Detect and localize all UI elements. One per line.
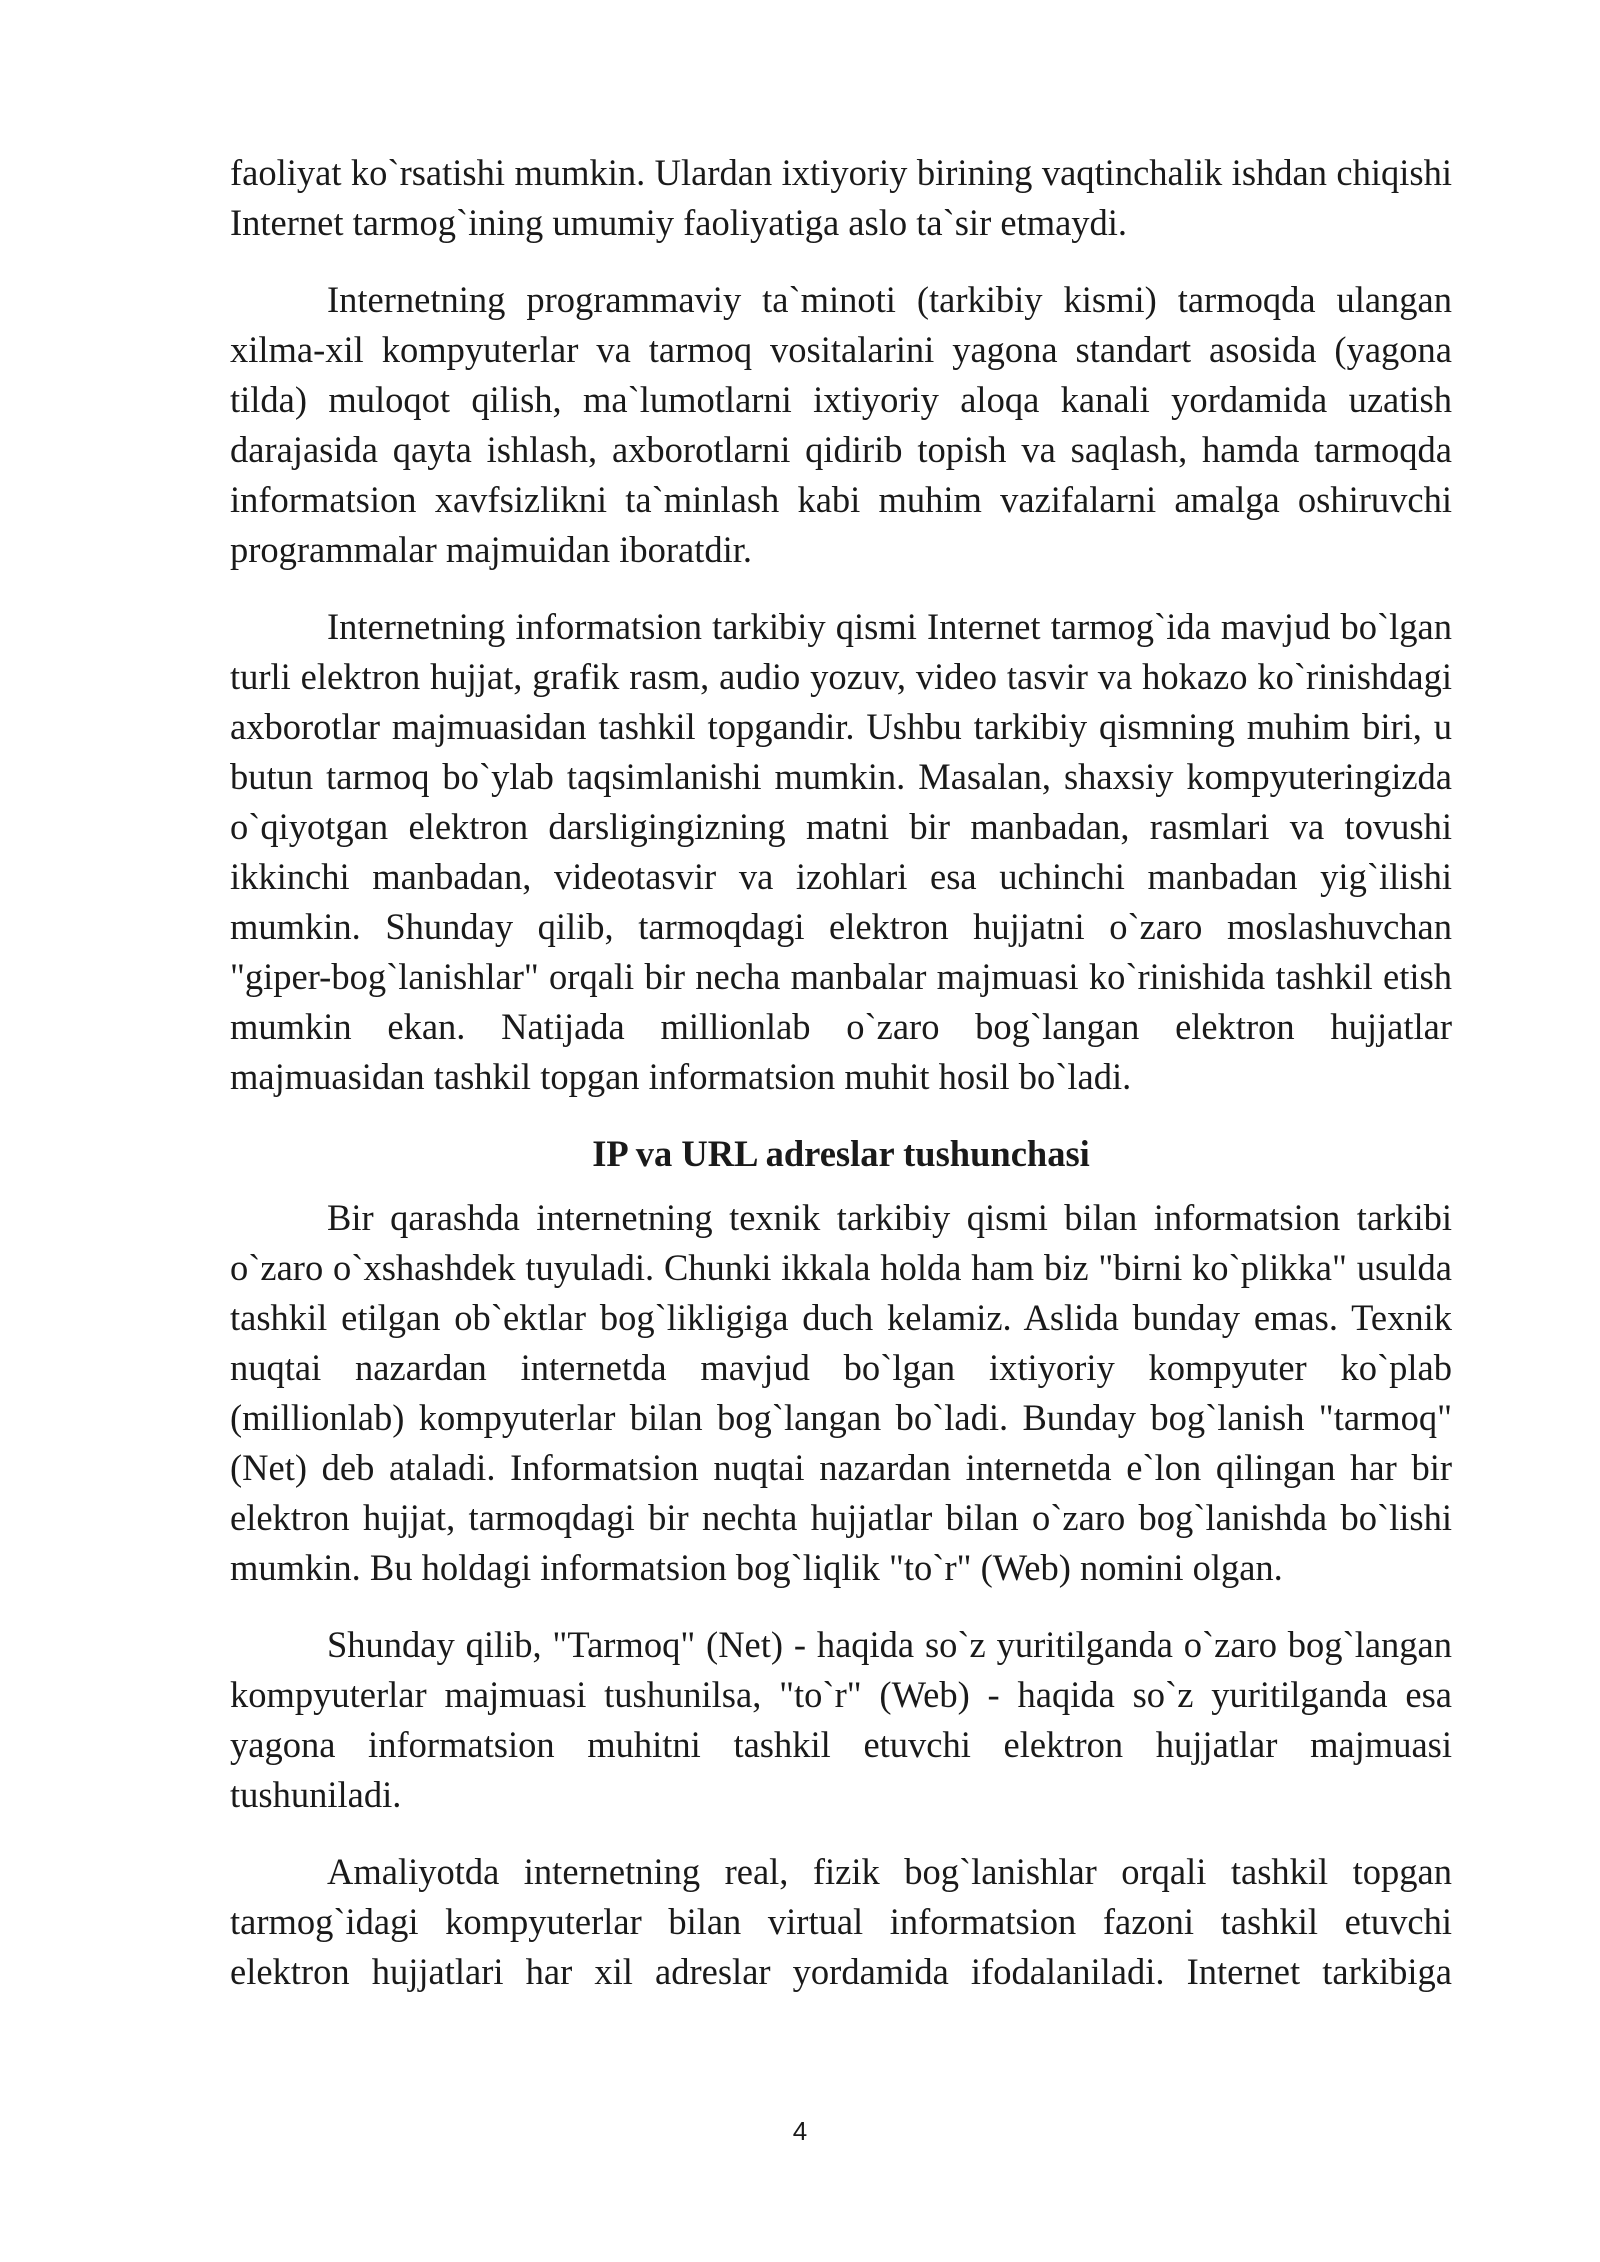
paragraph-software: Internetning programmaviy ta`minoti (tarkibiy kismi) tarmoqda ulangan xilma-xil kompyuterlar va tarmoq vositalarini yagona standart asosida (yagona tilda) muloqot qilish, ma`lumotlarni ixtiyoriy aloqa kanali yordamida uzatish darajasida qayta ishlash, axborotlarni qidirib topish va saqlash, hamda tarmoqda informatsion xavfsizlikni ta`minlash kabi muhim vazifalarni amalga oshiruvchi programmalar majmuidan iboratdir. [230,279,1452,570]
paragraph-continuation: faoliyat ko`rsatishi mumkin. Ulardan ixtiyoriy birining vaqtinchalik ishdan chiqishi Internet tarmog`ining umumiy faoliyatiga aslo ta`sir etmaydi. [230,152,1452,243]
paragraph-net-web: Bir qarashda internetning texnik tarkibiy qismi bilan informatsion tarkibi o`zaro o`xshashdek tuyuladi. Chunki ikkala holda ham biz "birni ko`plikka" usulda tashkil etilgan ob`ektlar bog`likligiga duch kelamiz. Aslida bunday emas. Texnik nuqtai nazardan internetda mavjud bo`lgan ixtiyoriy kompyuter ko`plab (millionlab) kompyuterlar bilan bog`langan bo`ladi. Bunday bog`lanish "tarmoq"(Net) deb ataladi. Informatsion nuqtai nazardan internetda e`lon qilingan har bir elektron hujjat, tarmoqdagi bir nechta hujjatlar bilan o`zaro bog`lanishda bo`lishi mumkin. Bu holdagi informatsion bog`liqlik "to`r" (Web) nomini olgan. [230,1197,1452,1588]
section-heading: IP va URL adreslar tushunchasi [592,1133,1090,1174]
paragraph-information: Internetning informatsion tarkibiy qismi Internet tarmog`ida mavjud bo`lgan turli elektron hujjat, grafik rasm, audio yozuv, video tasvir va hokazo ko`rinishdagi axborotlar majmuasidan tashkil topgandir. Ushbu tarkibiy qismning muhim biri, u butun tarmoq bo`ylab taqsimlanishi mumkin. Masalan, shaxsiy kompyuteringizda o`qiyotgan elektron darsligingizning matni bir manbadan, rasmlari va tovushi ikkinchi manbadan, videotasvir va izohlari esa uchinchi manbadan yig`ilishi mumkin. Shunday qilib, tarmoqdagi elektron hujjatni o`zaro moslashuvchan "giper-bog`lanishlar" orqali bir necha manbalar majmuasi ko`rinishida tashkil etish mumkin ekan. Natijada millionlab o`zaro bog`langan elektron hujjatlar majmuasidan tashkil topgan informatsion muhit hosil bo`ladi. [230,606,1452,1097]
paragraph-definition: Shunday qilib, "Tarmoq" (Net) - haqida so`z yuritilganda o`zaro bog`langan kompyuterlar majmuasi tushunilsa, "to`r" (Web) - haqida so`z yuritilganda esa yagona informatsion muhitni tashkil etuvchi elektron hujjatlar majmuasi tushuniladi. [230,1624,1452,1815]
page-number: 4 [792,2116,808,2146]
paragraph-practice: Amaliyotda internetning real, fizik bog`lanishlar orqali tashkil topgan tarmog`idagi kompyuterlar bilan virtual informatsion fazoni tashkil etuvchi elektron hujjatlari har xil adreslar yordamida ifodalaniladi. Internet tarkibiga [230,1851,1452,1992]
document-page [230,148,1452,2024]
